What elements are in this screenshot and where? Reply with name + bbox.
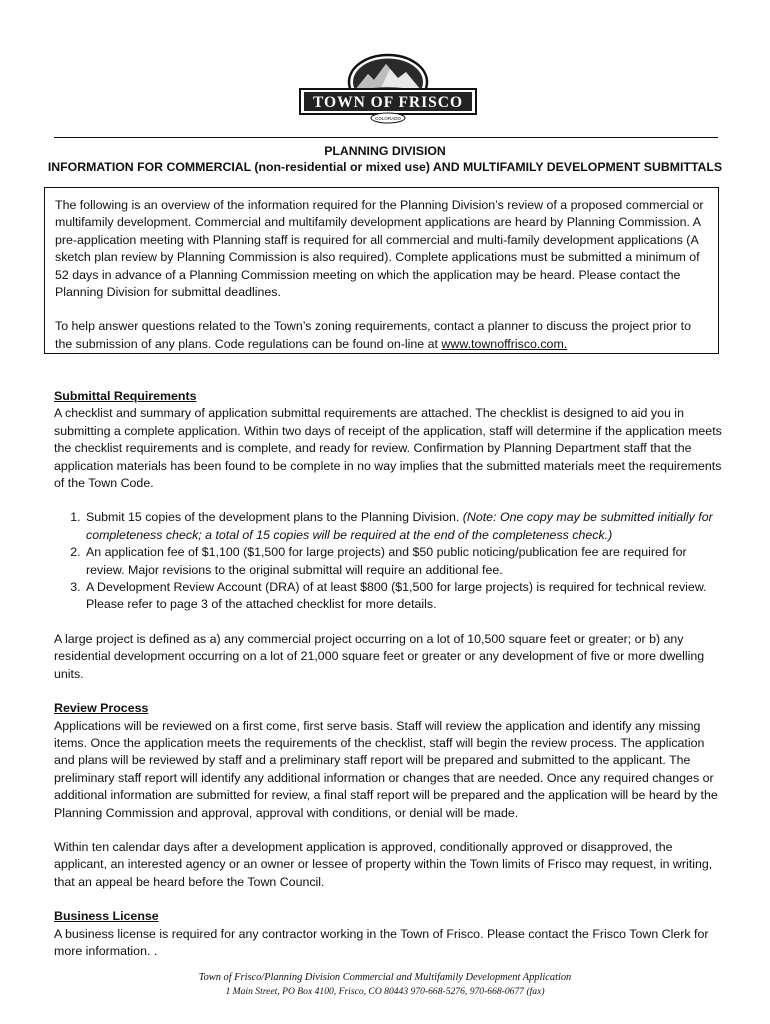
town-of-frisco-logo [298,52,478,130]
submittal-paragraph: A checklist and summary of application submittal requirements are attached. The checklist is designed to aid you in submitting a complete application. Within two days of receipt of the application, staff will determine if the application meets the checklist requirements and is complete, and ready for review. Confirmation by Planning Department staff that the application materials has been found to be complete in no way implies that the submitted materials meet the requirements of the Town Code. [54,406,722,491]
document-subtitle: INFORMATION FOR COMMERCIAL (non-residential or mixed use) AND MULTIFAMILY DEVELOPMENT SUBMITTALS [47,160,723,174]
list-item: 1. Submit 15 copies of the development plans to the Planning Division. (Note: One copy may be submitted initially for completeness check; a total of 15 copies will be required at the end of the completeness check.) [84,509,722,544]
footer-title: Town of Frisco/Planning Division Commercial and Multifamily Development Application [198,972,572,983]
zoning-paragraph [55,318,710,353]
logo-text: TOWN OF FRISCO [312,94,464,111]
website-link[interactable]: www.townoffrisco.com. [441,336,568,351]
review-paragraph: Applications will be reviewed on a first come, first serve basis. Staff will review the application and identify any missing items. Once the application meets the requirements of the checklist, staff will begin the review process. The application and plans will be reviewed by staff and a preliminary staff report will be prepared and submitted to the applicant. The preliminary staff report will identify any additional information or changes that are needed. Once any required changes or additional information are submitted for review, a final staff report will be prepared and the application will be heard by the Planning Commission and approval, approval with conditions, or denial will be made. [54,718,718,820]
header-rule [54,137,718,138]
overview-box [44,187,719,354]
large-project-paragraph: A large project is defined as a) any commercial project occurring on a lot of 10,500 square feet or greater; or b) any residential development occurring on a lot of 21,000 square feet or greater or any development of five or more dwelling units. [54,631,705,681]
appeal-paragraph: Within ten calendar days after a development application is approved, conditionally approved or disapproved, the applicant, an interested agency or an owner or lessee of property within the Town limits of Frisco may request, in writing, that an appeal be heard before the Town Council. [54,839,713,889]
submittal-heading: Submittal Requirements [54,389,197,403]
review-heading: Review Process [54,701,149,716]
logo-state: COLORADO [375,116,401,121]
division-title: PLANNING DIVISION [324,144,446,158]
logo-graphic [298,52,478,130]
copies-note: (Note: One copy may be submitted initially for completeness check; a total of 15 copies will be required at the end of the completeness check.) [86,510,713,542]
footer-address: 1 Main Street, PO Box 4100, Frisco, CO 80443 970-668-5276, 970-668-0677 (fax) [225,986,545,997]
list-item: 2. An application fee of $1,100 ($1,500 for large projects) and $50 public noticing/publication fee are required for review. Major revisions to the original submittal will require an additional fee. [84,544,722,579]
zoning-text: To help answer questions related to the Town’s zoning requirements, contact a planner to discuss the project prior to the submission of any plans. Code regulations can be found on-line at [55,319,691,351]
overview-paragraph: The following is an overview of the information required for the Planning Division’s review of a proposed commercial or multifamily development. Commercial and multifamily development applications are heard by Planning Commission. A pre-application meeting with Planning staff is required for all commercial and multi-family development applications (A sketch plan review by Planning Commission is also required). Complete applications must be submitted a minimum of 52 days in advance of a Planning Commission meeting on which the application may be heard. Please contact the Planning Division for submittal deadlines. [55,198,704,300]
page-footer [0,971,770,998]
document-body [54,388,722,960]
list-item: 3. A Development Review Account (DRA) of at least $800 ($1,500 for large projects) is required for technical review. Please refer to page 3 of the attached checklist for more details. [84,579,722,614]
license-heading: Business License [54,909,159,924]
license-paragraph: A business license is required for any contractor working in the Town of Frisco. Please contact the Frisco Town Clerk for more information. . [54,926,709,958]
submittal-list [54,509,722,613]
